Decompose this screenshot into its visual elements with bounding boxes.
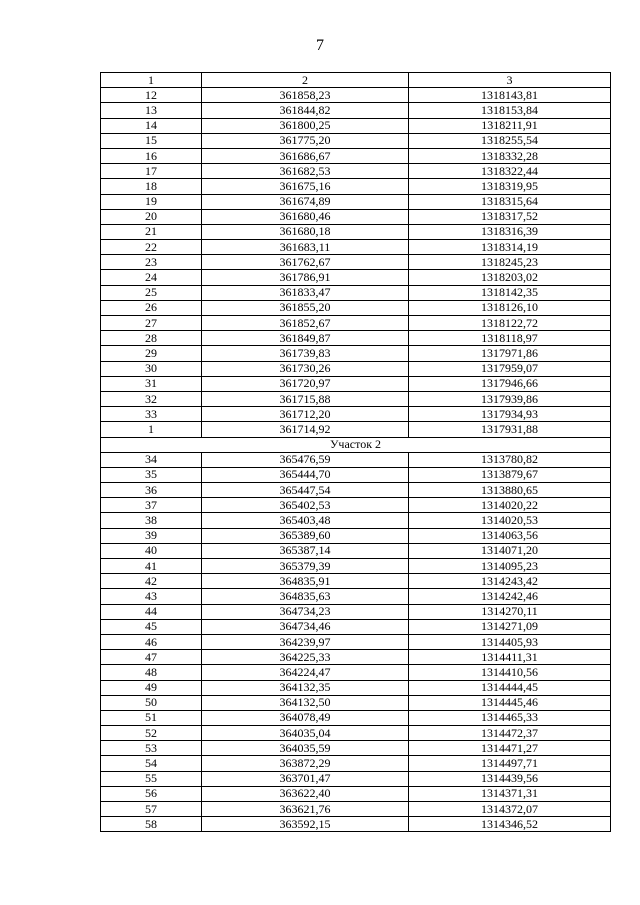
table-row bbox=[101, 726, 611, 741]
y-coordinate-cell: 1314095,23 bbox=[409, 559, 611, 574]
point-number-cell: 43 bbox=[101, 589, 202, 604]
y-coordinate-cell: 1318314,19 bbox=[409, 240, 611, 255]
table-row bbox=[101, 88, 611, 103]
y-coordinate-cell: 1318153,84 bbox=[409, 103, 611, 118]
y-coordinate-cell: 1314411,31 bbox=[409, 650, 611, 665]
table-row bbox=[101, 331, 611, 346]
table-row bbox=[101, 285, 611, 300]
table-row bbox=[101, 559, 611, 574]
y-coordinate-cell: 1314270,11 bbox=[409, 604, 611, 619]
x-coordinate-cell: 361855,20 bbox=[202, 300, 409, 315]
table-row bbox=[101, 710, 611, 725]
table-row bbox=[101, 483, 611, 498]
table-row bbox=[101, 224, 611, 239]
x-coordinate-cell: 363622,40 bbox=[202, 786, 409, 801]
y-coordinate-cell: 1318332,28 bbox=[409, 148, 611, 163]
point-number-cell: 17 bbox=[101, 164, 202, 179]
point-number-cell: 28 bbox=[101, 331, 202, 346]
x-coordinate-cell: 361844,82 bbox=[202, 103, 409, 118]
point-number-cell: 12 bbox=[101, 88, 202, 103]
y-coordinate-cell: 1318316,39 bbox=[409, 224, 611, 239]
y-coordinate-cell: 1314346,52 bbox=[409, 817, 611, 832]
table-row bbox=[101, 270, 611, 285]
point-number-cell: 40 bbox=[101, 543, 202, 558]
y-coordinate-cell: 1314243,42 bbox=[409, 574, 611, 589]
table-row bbox=[101, 255, 611, 270]
x-coordinate-cell: 364132,35 bbox=[202, 680, 409, 695]
y-coordinate-cell: 1314444,45 bbox=[409, 680, 611, 695]
header-row bbox=[101, 73, 611, 88]
table-row bbox=[101, 118, 611, 133]
y-coordinate-cell: 1318142,35 bbox=[409, 285, 611, 300]
table-row bbox=[101, 148, 611, 163]
table-row bbox=[101, 164, 611, 179]
x-coordinate-cell: 363621,76 bbox=[202, 802, 409, 817]
y-coordinate-cell: 1318315,64 bbox=[409, 194, 611, 209]
point-number-cell: 58 bbox=[101, 817, 202, 832]
point-number-cell: 36 bbox=[101, 483, 202, 498]
x-coordinate-cell: 361833,47 bbox=[202, 285, 409, 300]
point-number-cell: 48 bbox=[101, 665, 202, 680]
table-row bbox=[101, 133, 611, 148]
x-coordinate-cell: 364035,59 bbox=[202, 741, 409, 756]
table-row bbox=[101, 589, 611, 604]
point-number-cell: 30 bbox=[101, 361, 202, 376]
x-coordinate-cell: 361715,88 bbox=[202, 391, 409, 406]
table-row bbox=[101, 513, 611, 528]
point-number-cell: 14 bbox=[101, 118, 202, 133]
point-number-cell: 26 bbox=[101, 300, 202, 315]
x-coordinate-cell: 361786,91 bbox=[202, 270, 409, 285]
page-number: 7 bbox=[316, 37, 324, 54]
x-coordinate-cell: 361852,67 bbox=[202, 316, 409, 331]
table-row bbox=[101, 604, 611, 619]
x-coordinate-cell: 365444,70 bbox=[202, 467, 409, 482]
y-coordinate-cell: 1318255,54 bbox=[409, 133, 611, 148]
x-coordinate-cell: 364239,97 bbox=[202, 634, 409, 649]
point-number-cell: 39 bbox=[101, 528, 202, 543]
point-number-cell: 47 bbox=[101, 650, 202, 665]
y-coordinate-cell: 1318118,97 bbox=[409, 331, 611, 346]
y-coordinate-cell: 1314472,37 bbox=[409, 726, 611, 741]
x-coordinate-cell: 361858,23 bbox=[202, 88, 409, 103]
y-coordinate-cell: 1314410,56 bbox=[409, 665, 611, 680]
x-coordinate-cell: 364734,23 bbox=[202, 604, 409, 619]
table-row bbox=[101, 574, 611, 589]
y-coordinate-cell: 1314271,09 bbox=[409, 619, 611, 634]
x-coordinate-cell: 361730,26 bbox=[202, 361, 409, 376]
point-number-cell: 41 bbox=[101, 559, 202, 574]
point-number-cell: 56 bbox=[101, 786, 202, 801]
point-number-cell: 55 bbox=[101, 771, 202, 786]
x-coordinate-cell: 361720,97 bbox=[202, 376, 409, 391]
x-coordinate-cell: 361762,67 bbox=[202, 255, 409, 270]
x-coordinate-cell: 361849,87 bbox=[202, 331, 409, 346]
y-coordinate-cell: 1314439,56 bbox=[409, 771, 611, 786]
y-coordinate-cell: 1313780,82 bbox=[409, 452, 611, 467]
x-coordinate-cell: 361739,83 bbox=[202, 346, 409, 361]
y-coordinate-cell: 1317971,86 bbox=[409, 346, 611, 361]
x-coordinate-cell: 361682,53 bbox=[202, 164, 409, 179]
table-row bbox=[101, 316, 611, 331]
x-coordinate-cell: 361686,67 bbox=[202, 148, 409, 163]
coordinates-table-body bbox=[101, 73, 611, 832]
table-row bbox=[101, 756, 611, 771]
header-cell-y: 3 bbox=[409, 73, 611, 88]
y-coordinate-cell: 1318322,44 bbox=[409, 164, 611, 179]
section-row bbox=[101, 437, 611, 452]
point-number-cell: 54 bbox=[101, 756, 202, 771]
point-number-cell: 21 bbox=[101, 224, 202, 239]
table-row bbox=[101, 786, 611, 801]
x-coordinate-cell: 361800,25 bbox=[202, 118, 409, 133]
x-coordinate-cell: 364035,04 bbox=[202, 726, 409, 741]
y-coordinate-cell: 1314497,71 bbox=[409, 756, 611, 771]
y-coordinate-cell: 1318319,95 bbox=[409, 179, 611, 194]
y-coordinate-cell: 1318211,91 bbox=[409, 118, 611, 133]
table-row bbox=[101, 209, 611, 224]
point-number-cell: 33 bbox=[101, 407, 202, 422]
y-coordinate-cell: 1318122,72 bbox=[409, 316, 611, 331]
table-row bbox=[101, 376, 611, 391]
header-cell-x: 2 bbox=[202, 73, 409, 88]
table-row bbox=[101, 771, 611, 786]
x-coordinate-cell: 361775,20 bbox=[202, 133, 409, 148]
point-number-cell: 46 bbox=[101, 634, 202, 649]
table-row bbox=[101, 528, 611, 543]
table-row bbox=[101, 422, 611, 437]
y-coordinate-cell: 1317931,88 bbox=[409, 422, 611, 437]
y-coordinate-cell: 1317959,07 bbox=[409, 361, 611, 376]
y-coordinate-cell: 1314242,46 bbox=[409, 589, 611, 604]
point-number-cell: 37 bbox=[101, 498, 202, 513]
x-coordinate-cell: 363592,15 bbox=[202, 817, 409, 832]
x-coordinate-cell: 361680,18 bbox=[202, 224, 409, 239]
y-coordinate-cell: 1313879,67 bbox=[409, 467, 611, 482]
point-number-cell: 34 bbox=[101, 452, 202, 467]
point-number-cell: 13 bbox=[101, 103, 202, 118]
point-number-cell: 51 bbox=[101, 710, 202, 725]
y-coordinate-cell: 1314020,53 bbox=[409, 513, 611, 528]
x-coordinate-cell: 364835,63 bbox=[202, 589, 409, 604]
y-coordinate-cell: 1318126,10 bbox=[409, 300, 611, 315]
x-coordinate-cell: 363701,47 bbox=[202, 771, 409, 786]
x-coordinate-cell: 365447,54 bbox=[202, 483, 409, 498]
y-coordinate-cell: 1314405,93 bbox=[409, 634, 611, 649]
table-row bbox=[101, 240, 611, 255]
x-coordinate-cell: 365387,14 bbox=[202, 543, 409, 558]
table-row bbox=[101, 498, 611, 513]
point-number-cell: 23 bbox=[101, 255, 202, 270]
point-number-cell: 25 bbox=[101, 285, 202, 300]
point-number-cell: 27 bbox=[101, 316, 202, 331]
y-coordinate-cell: 1318245,23 bbox=[409, 255, 611, 270]
y-coordinate-cell: 1314071,20 bbox=[409, 543, 611, 558]
header-cell-point: 1 bbox=[101, 73, 202, 88]
table-row bbox=[101, 650, 611, 665]
x-coordinate-cell: 361674,89 bbox=[202, 194, 409, 209]
x-coordinate-cell: 365402,53 bbox=[202, 498, 409, 513]
point-number-cell: 53 bbox=[101, 741, 202, 756]
table-row bbox=[101, 634, 611, 649]
y-coordinate-cell: 1317939,86 bbox=[409, 391, 611, 406]
x-coordinate-cell: 361712,20 bbox=[202, 407, 409, 422]
point-number-cell: 15 bbox=[101, 133, 202, 148]
table-row bbox=[101, 179, 611, 194]
x-coordinate-cell: 365476,59 bbox=[202, 452, 409, 467]
table-row bbox=[101, 619, 611, 634]
point-number-cell: 50 bbox=[101, 695, 202, 710]
point-number-cell: 16 bbox=[101, 148, 202, 163]
y-coordinate-cell: 1317946,66 bbox=[409, 376, 611, 391]
x-coordinate-cell: 364224,47 bbox=[202, 665, 409, 680]
point-number-cell: 20 bbox=[101, 209, 202, 224]
table-row bbox=[101, 543, 611, 558]
y-coordinate-cell: 1314372,07 bbox=[409, 802, 611, 817]
point-number-cell: 52 bbox=[101, 726, 202, 741]
y-coordinate-cell: 1313880,65 bbox=[409, 483, 611, 498]
point-number-cell: 32 bbox=[101, 391, 202, 406]
table-row bbox=[101, 194, 611, 209]
table-row bbox=[101, 467, 611, 482]
x-coordinate-cell: 361675,16 bbox=[202, 179, 409, 194]
x-coordinate-cell: 361683,11 bbox=[202, 240, 409, 255]
y-coordinate-cell: 1318143,81 bbox=[409, 88, 611, 103]
y-coordinate-cell: 1314371,31 bbox=[409, 786, 611, 801]
coordinates-table bbox=[100, 72, 611, 832]
point-number-cell: 57 bbox=[101, 802, 202, 817]
y-coordinate-cell: 1314465,33 bbox=[409, 710, 611, 725]
table-row bbox=[101, 346, 611, 361]
table-row bbox=[101, 680, 611, 695]
point-number-cell: 24 bbox=[101, 270, 202, 285]
point-number-cell: 44 bbox=[101, 604, 202, 619]
table-row bbox=[101, 817, 611, 832]
point-number-cell: 45 bbox=[101, 619, 202, 634]
point-number-cell: 1 bbox=[101, 422, 202, 437]
x-coordinate-cell: 361680,46 bbox=[202, 209, 409, 224]
x-coordinate-cell: 364835,91 bbox=[202, 574, 409, 589]
point-number-cell: 31 bbox=[101, 376, 202, 391]
table-row bbox=[101, 407, 611, 422]
point-number-cell: 29 bbox=[101, 346, 202, 361]
table-row bbox=[101, 695, 611, 710]
table-row bbox=[101, 452, 611, 467]
y-coordinate-cell: 1314471,27 bbox=[409, 741, 611, 756]
section-title: Участок 2 bbox=[101, 437, 611, 452]
table-row bbox=[101, 361, 611, 376]
y-coordinate-cell: 1314063,56 bbox=[409, 528, 611, 543]
point-number-cell: 22 bbox=[101, 240, 202, 255]
x-coordinate-cell: 364225,33 bbox=[202, 650, 409, 665]
table-row bbox=[101, 802, 611, 817]
x-coordinate-cell: 364734,46 bbox=[202, 619, 409, 634]
point-number-cell: 38 bbox=[101, 513, 202, 528]
point-number-cell: 49 bbox=[101, 680, 202, 695]
point-number-cell: 42 bbox=[101, 574, 202, 589]
x-coordinate-cell: 361714,92 bbox=[202, 422, 409, 437]
x-coordinate-cell: 365379,39 bbox=[202, 559, 409, 574]
y-coordinate-cell: 1314445,46 bbox=[409, 695, 611, 710]
point-number-cell: 19 bbox=[101, 194, 202, 209]
x-coordinate-cell: 365403,48 bbox=[202, 513, 409, 528]
table-row bbox=[101, 103, 611, 118]
table-row bbox=[101, 300, 611, 315]
y-coordinate-cell: 1314020,22 bbox=[409, 498, 611, 513]
table-row bbox=[101, 665, 611, 680]
table-row bbox=[101, 391, 611, 406]
point-number-cell: 35 bbox=[101, 467, 202, 482]
y-coordinate-cell: 1318203,02 bbox=[409, 270, 611, 285]
point-number-cell: 18 bbox=[101, 179, 202, 194]
y-coordinate-cell: 1318317,52 bbox=[409, 209, 611, 224]
x-coordinate-cell: 365389,60 bbox=[202, 528, 409, 543]
x-coordinate-cell: 363872,29 bbox=[202, 756, 409, 771]
x-coordinate-cell: 364078,49 bbox=[202, 710, 409, 725]
x-coordinate-cell: 364132,50 bbox=[202, 695, 409, 710]
y-coordinate-cell: 1317934,93 bbox=[409, 407, 611, 422]
table-row bbox=[101, 741, 611, 756]
